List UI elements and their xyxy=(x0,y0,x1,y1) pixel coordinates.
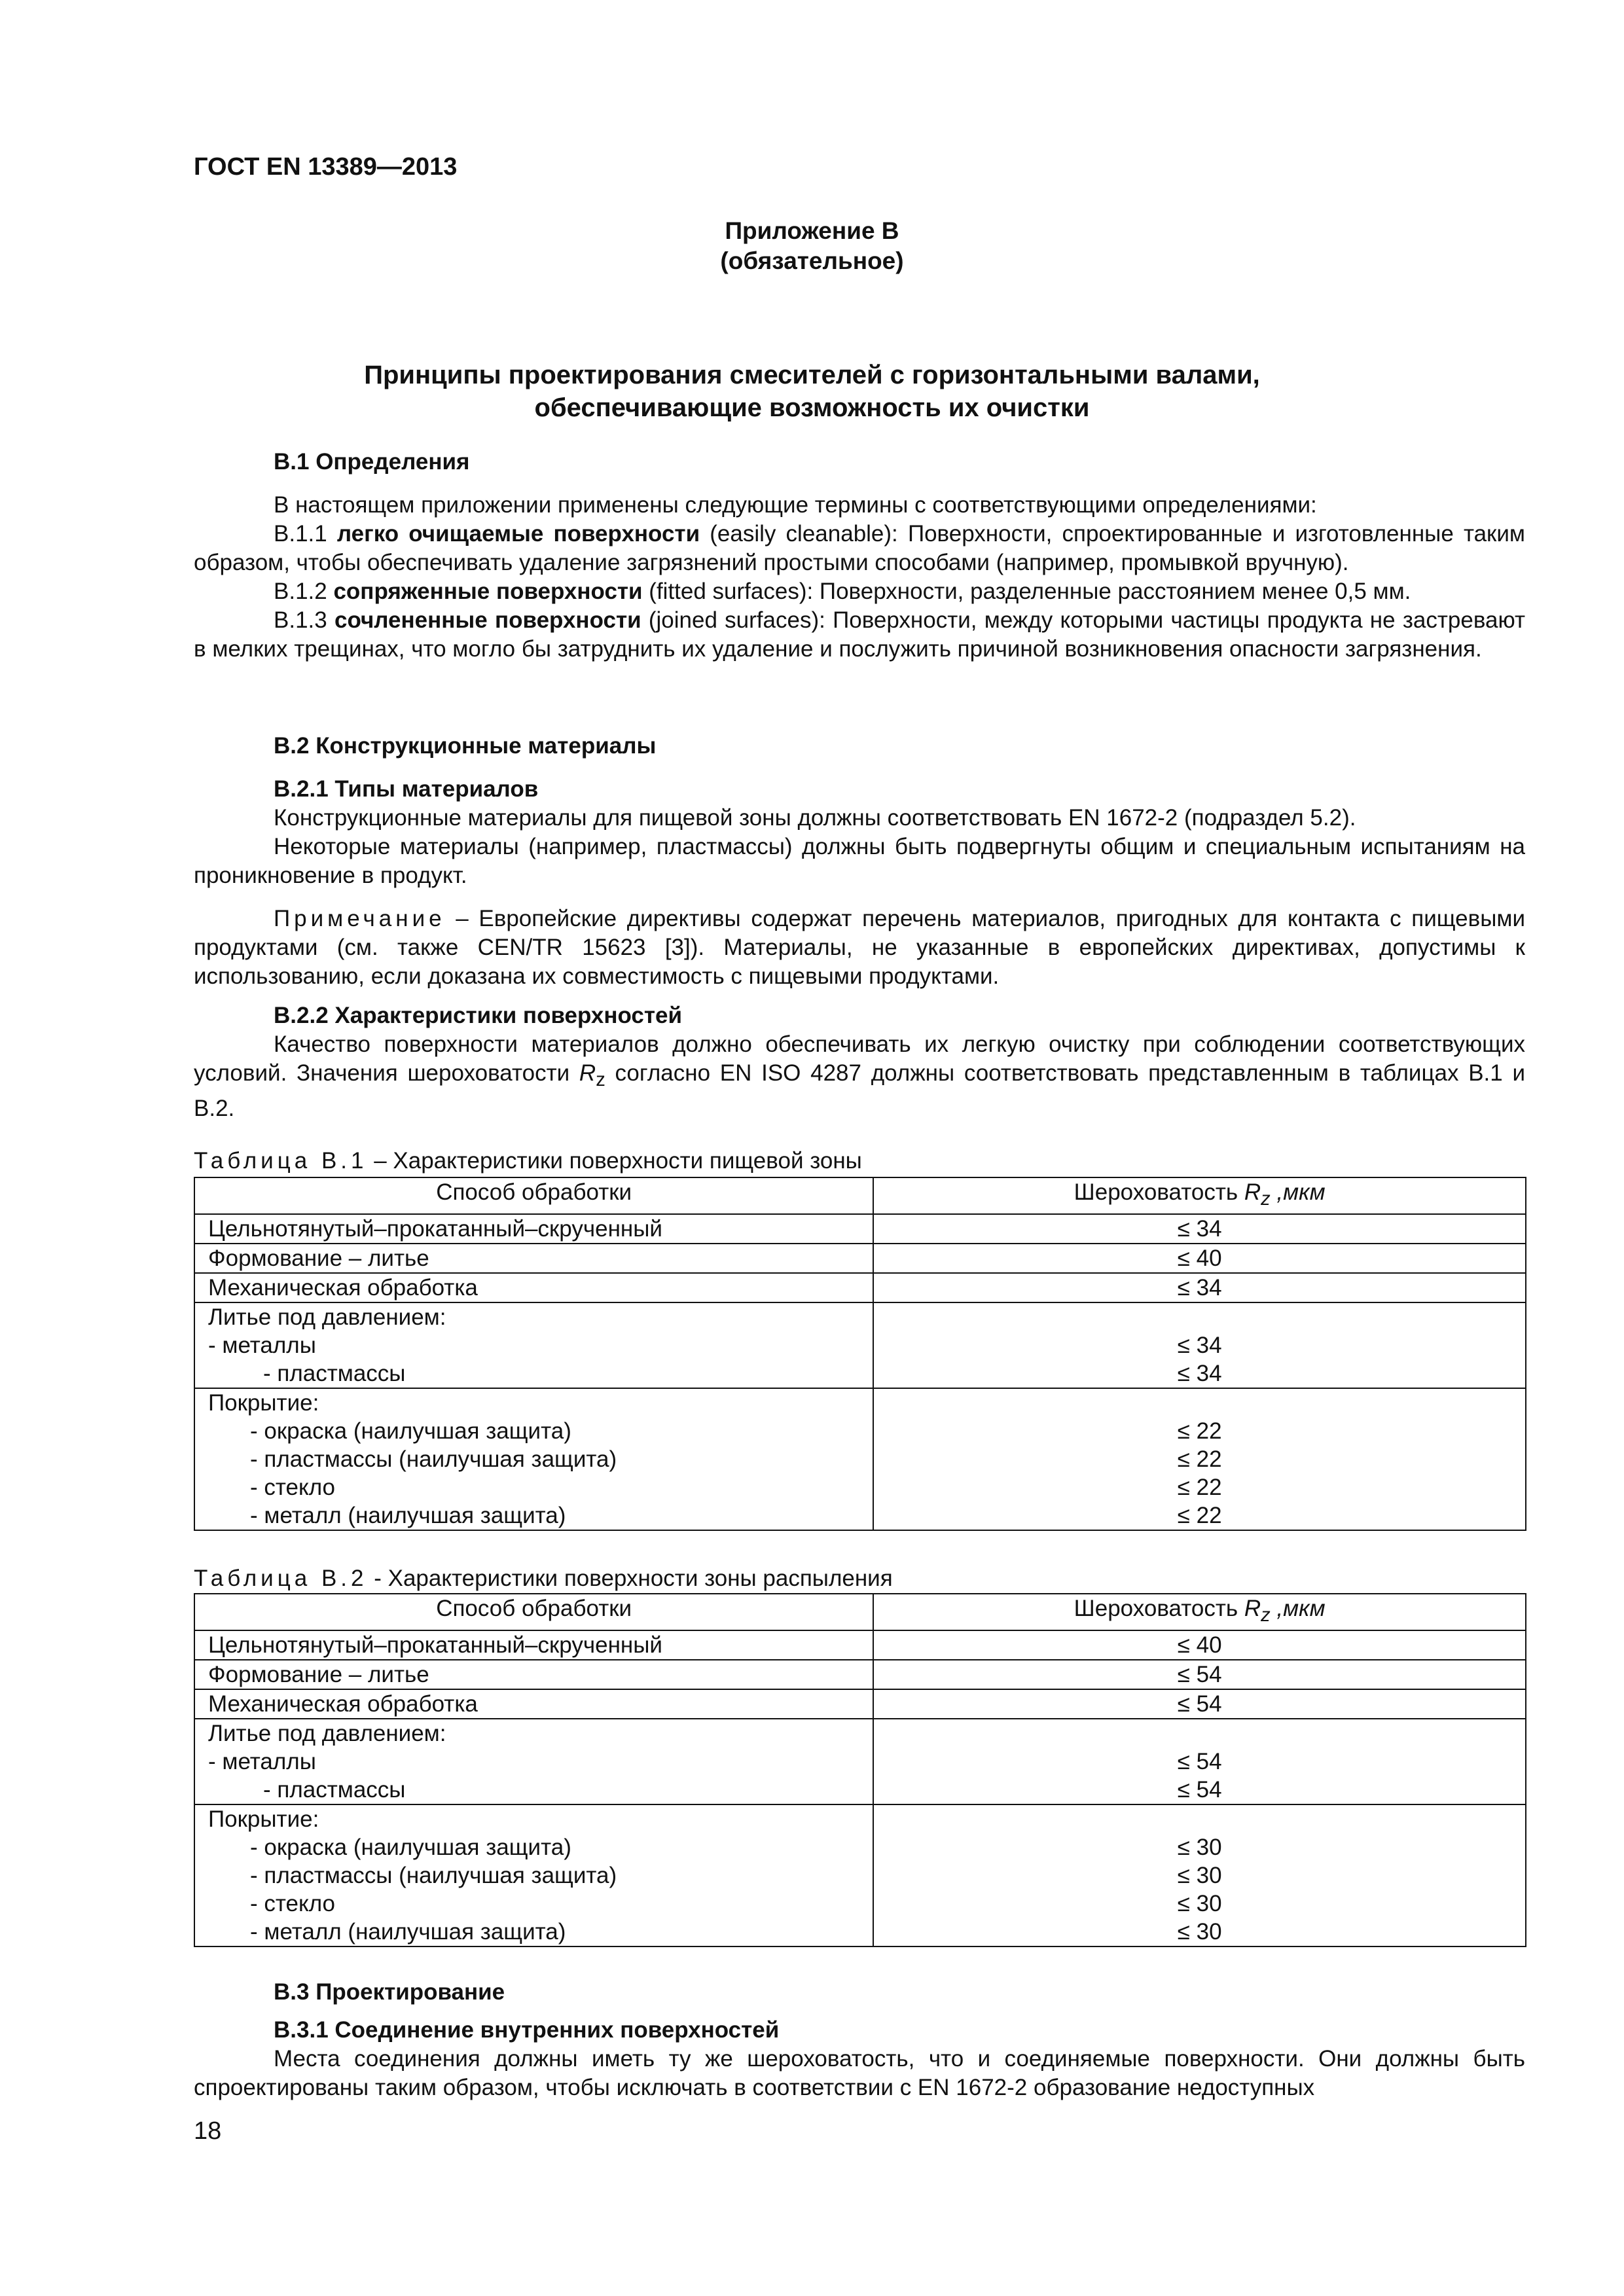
value-cell xyxy=(873,1302,1526,1388)
section-b21-heading: В.2.1 Типы материалов xyxy=(274,776,539,802)
section-b1-heading-block xyxy=(194,448,1525,476)
group-heading: Литье под давлением: xyxy=(208,1721,446,1746)
table-row xyxy=(194,1388,1526,1530)
value: ≤ 30 xyxy=(1177,1919,1222,1945)
section-b3-heading-block xyxy=(194,1978,1525,2007)
definition-term: сочлененные поверхности xyxy=(334,607,641,633)
rz-symbol: R xyxy=(579,1060,596,1086)
table2-caption-label: Таблица В.2 xyxy=(194,1566,368,1591)
method-cell: Формование – литье xyxy=(194,1660,873,1689)
document-code: ГОСТ EN 13389—2013 xyxy=(194,153,458,181)
value: ≤ 22 xyxy=(1177,1418,1222,1444)
value: ≤ 30 xyxy=(1177,1891,1222,1916)
value-cell: ≤ 54 xyxy=(873,1689,1526,1719)
value-cell xyxy=(873,1804,1526,1946)
sub-item: - металлы xyxy=(208,1333,316,1358)
group-heading: Покрытие: xyxy=(208,1806,319,1832)
section-b2-heading-block xyxy=(194,732,1525,761)
b31-paragraph: Места соединения должны иметь ту же шероховатость, что и соединяемые поверхности. Они должны быть спроектированы таким образом, чтобы исключать в соответствии с EN 1672-2 образование недоступных xyxy=(194,2046,1525,2100)
value: ≤ 30 xyxy=(1177,1863,1222,1888)
method-cell: Цельнотянутый–прокатанный–скрученный xyxy=(194,1630,873,1660)
main-title-line-2: обеспечивающие возможность их очистки xyxy=(534,393,1090,422)
unit-text: ,мкм xyxy=(1270,1179,1326,1205)
table-row xyxy=(194,1273,1526,1302)
definition-b1-1 xyxy=(194,520,1525,577)
annex-status: (обязательное) xyxy=(720,247,904,274)
method-cell: Механическая обработка xyxy=(194,1689,873,1719)
sub-item: - металлы xyxy=(208,1749,316,1774)
note-label: Примечание xyxy=(274,906,446,931)
group-heading: Покрытие: xyxy=(208,1390,319,1416)
note-block xyxy=(194,905,1525,991)
method-cell xyxy=(194,1388,873,1530)
section-b1-body xyxy=(194,491,1525,664)
section-b22-body xyxy=(194,1001,1525,1123)
section-b21-body xyxy=(194,775,1525,890)
table2-caption-text: - Характеристики поверхности зоны распыления xyxy=(367,1566,893,1591)
sub-item: - окраска (наилучшая защита) xyxy=(250,1835,571,1860)
section-b31-body xyxy=(194,2016,1525,2102)
value-cell: ≤ 54 xyxy=(873,1660,1526,1689)
value: ≤ 34 xyxy=(1177,1333,1222,1358)
sub-item: - стекло xyxy=(250,1891,335,1916)
annex-heading xyxy=(0,216,1624,276)
value-cell: ≤ 40 xyxy=(873,1630,1526,1660)
value-cell: ≤ 40 xyxy=(873,1244,1526,1273)
table2-caption xyxy=(194,1564,893,1593)
b1-intro: В настоящем приложении применены следующие термины с соответствующими определениями: xyxy=(274,492,1317,518)
value: ≤ 30 xyxy=(1177,1835,1222,1860)
column-header-roughness xyxy=(873,1177,1526,1214)
table-row xyxy=(194,1804,1526,1946)
definition-text: (easily cleanable): Поверхности, спроектированные и изготовленные таким образом, чтобы обеспечивать удаление загрязнений простыми способами (например, промывкой вручную). xyxy=(194,521,1525,575)
value-cell: ≤ 34 xyxy=(873,1273,1526,1302)
sub-item: - металл (наилучшая защита) xyxy=(250,1503,566,1528)
unit-text: ,мкм xyxy=(1270,1596,1326,1621)
value: ≤ 22 xyxy=(1177,1503,1222,1528)
b21-paragraph-2: Некоторые материалы (например, пластмассы) должны быть подвергнуты общим и специальным испытаниям на проникновение в продукт. xyxy=(194,834,1525,888)
rz-symbol: R xyxy=(1244,1596,1261,1621)
section-b22-heading: В.2.2 Характеристики поверхностей xyxy=(274,1003,683,1028)
b22-paragraph xyxy=(194,1030,1525,1123)
table-row xyxy=(194,1214,1526,1244)
section-b1-heading: В.1 Определения xyxy=(274,449,470,475)
method-cell xyxy=(194,1719,873,1804)
column-header-method: Способ обработки xyxy=(194,1594,873,1630)
group-heading: Литье под давлением: xyxy=(208,1304,446,1330)
rz-subscript: z xyxy=(596,1069,605,1090)
main-title-line-1: Принципы проектирования смесителей с горизонтальными валами, xyxy=(364,361,1260,389)
b21-paragraph-1: Конструкционные материалы для пищевой зоны должны соответствовать EN 1672-2 (подраздел 5.2). xyxy=(274,805,1356,831)
value: ≤ 54 xyxy=(1177,1749,1222,1774)
annex-title: Приложение В xyxy=(725,217,899,244)
table-b1 xyxy=(194,1177,1526,1531)
sub-item: - пластмассы xyxy=(263,1361,406,1386)
column-header-roughness xyxy=(873,1594,1526,1630)
table-header-row xyxy=(194,1594,1526,1630)
section-b31-heading: В.3.1 Соединение внутренних поверхностей xyxy=(274,2017,780,2043)
method-cell: Формование – литье xyxy=(194,1244,873,1273)
table-b2 xyxy=(194,1593,1526,1947)
b22-text-b: согласно EN ISO 4287 должны соответствовать представленным в таблицах В.1 и В.2. xyxy=(194,1060,1526,1121)
table-row xyxy=(194,1244,1526,1273)
definition-term: сопряженные поверхности xyxy=(333,579,643,604)
method-cell: Механическая обработка xyxy=(194,1273,873,1302)
value-cell: ≤ 34 xyxy=(873,1214,1526,1244)
rz-symbol: R xyxy=(1244,1179,1261,1205)
sub-item: - пластмассы (наилучшая защита) xyxy=(250,1863,617,1888)
definition-number: В.1.1 xyxy=(274,521,337,547)
header-text: Шероховатость xyxy=(1074,1179,1244,1205)
sub-item: - пластмассы (наилучшая защита) xyxy=(250,1446,617,1472)
table1-caption-text: – Характеристики поверхности пищевой зоны xyxy=(367,1148,862,1174)
column-header-method: Способ обработки xyxy=(194,1177,873,1214)
sub-item: - стекло xyxy=(250,1475,335,1500)
definition-term: легко очищаемые поверхности xyxy=(336,521,700,547)
value: ≤ 22 xyxy=(1177,1446,1222,1472)
table-row xyxy=(194,1719,1526,1804)
definition-b1-2 xyxy=(194,577,1525,606)
definition-text: (fitted surfaces): Поверхности, разделенные расстоянием менее 0,5 мм. xyxy=(642,579,1411,604)
method-cell: Цельнотянутый–прокатанный–скрученный xyxy=(194,1214,873,1244)
definition-number: В.1.3 xyxy=(274,607,334,633)
definition-text: (joined surfaces): Поверхности, между которыми частицы продукта не застревают в мелких трещинах, что могло бы затруднить их удаление и послужить причиной возникновения опасности загрязнения. xyxy=(194,607,1525,662)
header-text: Шероховатость xyxy=(1074,1596,1244,1621)
table-header-row xyxy=(194,1177,1526,1214)
annex-main-title xyxy=(0,359,1624,424)
table1-caption xyxy=(194,1147,862,1175)
page-number: 18 xyxy=(194,2117,222,2145)
sub-item: - металл (наилучшая защита) xyxy=(250,1919,566,1945)
value: ≤ 54 xyxy=(1177,1777,1222,1803)
sub-item: - пластмассы xyxy=(263,1777,406,1803)
sub-item: - окраска (наилучшая защита) xyxy=(250,1418,571,1444)
value-cell xyxy=(873,1719,1526,1804)
value-cell xyxy=(873,1388,1526,1530)
rz-subscript: z xyxy=(1261,1605,1271,1626)
section-b2-heading: В.2 Конструкционные материалы xyxy=(274,733,657,759)
table1-caption-label: Таблица В.1 xyxy=(194,1148,368,1174)
b22-text-a: Качество поверхности материалов должно обеспечивать их легкую очистку при соблюдении соответствующих условий. Значения шероховатости xyxy=(194,1031,1525,1086)
table-row xyxy=(194,1660,1526,1689)
definition-number: В.1.2 xyxy=(274,579,334,604)
note-paragraph xyxy=(194,905,1525,991)
note-text: – Европейские директивы содержат перечень материалов, пригодных для контакта с пищевыми продуктами (см. также CEN/TR 15623 [3]). Материалы, не указанные в европейских директивах, допустимы к использованию, если доказана их совместимость с пищевыми продуктами. xyxy=(194,906,1525,989)
rz-subscript: z xyxy=(1261,1189,1271,1210)
table-row xyxy=(194,1689,1526,1719)
definition-b1-3 xyxy=(194,606,1525,664)
section-b3-heading: В.3 Проектирование xyxy=(274,1979,505,2005)
method-cell xyxy=(194,1302,873,1388)
table-row xyxy=(194,1302,1526,1388)
method-cell xyxy=(194,1804,873,1946)
table-row xyxy=(194,1630,1526,1660)
value: ≤ 34 xyxy=(1177,1361,1222,1386)
value: ≤ 22 xyxy=(1177,1475,1222,1500)
